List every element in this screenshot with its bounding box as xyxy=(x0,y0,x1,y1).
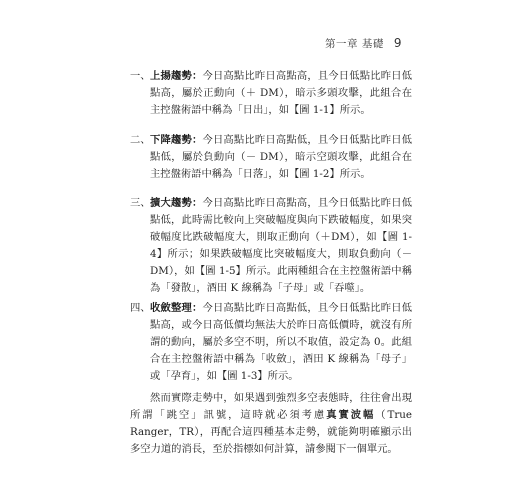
item-heading: 上揚趨勢： xyxy=(150,70,203,82)
item-heading: 下降趨勢： xyxy=(150,134,203,146)
item-heading: 擴大趨勢： xyxy=(150,197,203,209)
list-item xyxy=(130,68,412,119)
item-text: 今日高點比昨日高點高，且今日低點比昨日低點低，此時需比較向上突破幅度與向下跌破幅度，如果突破幅度比跌破幅度大，則取正動向（＋DM），如【圖 1-4】所示；如果跌破幅度比突破幅度大，則取負動向（－ DM），如【圖 1-5】所示。此兩種組合在主控盤術語中稱為「發散」，酒田 K 線稱為「子母」或「吞噬」。 xyxy=(150,197,413,294)
closing-paragraph xyxy=(130,390,412,458)
closing-text-1: 然而實際走勢中，如果遇到強烈多空表態時，往往會出現所謂「跳空」訊號，這時就必須考慮 xyxy=(130,392,412,421)
item-number: 二、 xyxy=(130,134,151,146)
item-text: 今日高點比昨日高點高，且今日低點比昨日低點高，屬於正動向（＋ DM），暗示多頭攻擊，此組合在主控盤術語中稱為「日出」，如【圖 1-1】所示。 xyxy=(150,70,413,116)
page-number: 9 xyxy=(393,36,402,50)
item-number: 四、 xyxy=(130,302,151,314)
list-item xyxy=(130,300,412,385)
list-item xyxy=(130,132,412,183)
closing-bold-term: 真實波幅 xyxy=(326,409,376,421)
list-item xyxy=(130,195,412,297)
closing-text-2: （True Ranger，TR），再配合這四種基本走勢，就能夠明確顯示出多空力道的消長，至於指標如何計算，請參閱下一個單元。 xyxy=(130,409,413,455)
item-number: 三、 xyxy=(130,197,151,209)
item-text: 今日高點比昨日高點低，且今日低點比昨日低點低，屬於負動向（－ DM），暗示空頭攻擊，此組合在主控盤術語中稱為「日落」，如【圖 1-2】所示。 xyxy=(150,134,413,180)
item-text: 今日高點比昨日高點低，且今日低點比昨日低點高，或今日高低價均無法大於昨日高低價時，就沒有所謂的動向，屬於多空不明，所以不取值，設定為 0。此組合在主控盤術語中稱為「收斂」，酒田 K 線稱為「母子」或「孕育」，如【圖 1-3】所示。 xyxy=(150,302,413,382)
item-number: 一、 xyxy=(130,70,151,82)
item-heading: 收斂整理： xyxy=(150,302,203,314)
chapter-title: 第一章 基礎 xyxy=(325,38,384,50)
running-header xyxy=(325,36,402,51)
